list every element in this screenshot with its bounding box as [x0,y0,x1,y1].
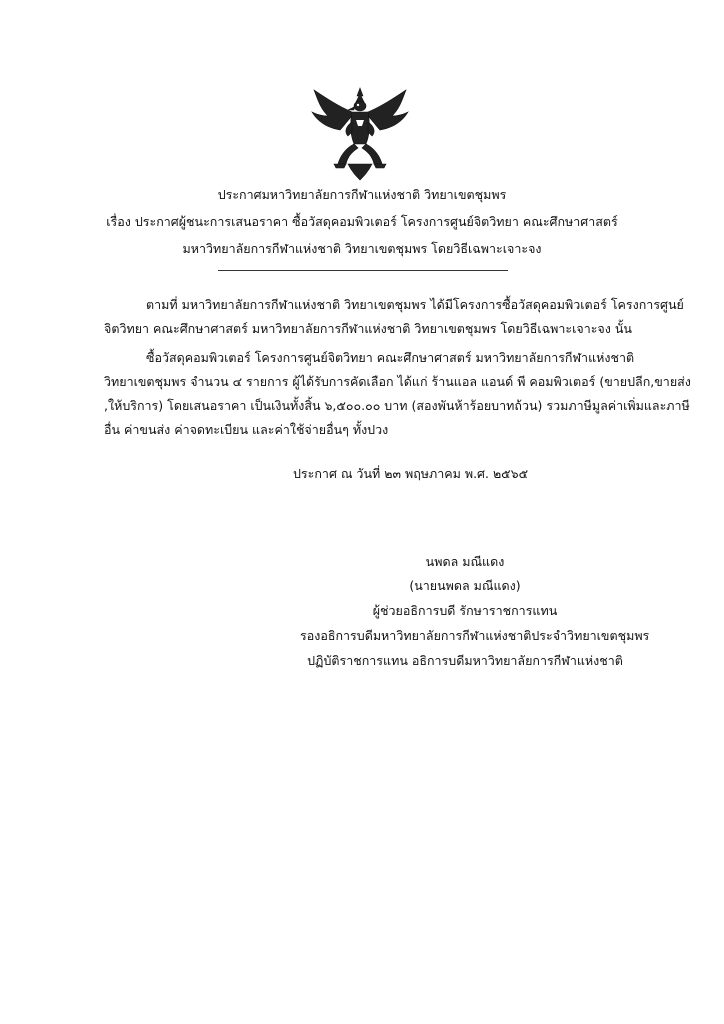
paragraph-2-line-2: วิทยาเขตชุมพร จำนวน ๔ รายการ ผู้ได้รับการคัดเลือก ได้แก่ ร้านแอล แอนด์ พี คอมพิวเตอร์ (ขายปลีก,ขายส่ง [104,374,691,389]
paragraph-2-line-4: อื่น ค่าขนส่ง ค่าจดทะเบียน และค่าใช้จ่ายอื่นๆ ทั้งปวง [104,422,389,437]
announcement-subject: เรื่อง ประกาศผู้ชนะการเสนอราคา ซื้อวัสดุคอมพิวเตอร์ โครงการศูนย์จิตวิทยา คณะศึกษาศาสตร์ [106,214,618,229]
paragraph-2-line-3: ,ให้บริการ) โดยเสนอราคา เป็นเงินทั้งสิ้น ๖,๕๐๐.๐๐ บาท (สองพันห้าร้อยบาทถ้วน) รวมภาษีมูลค่าเพิ่มและภาษี [104,398,690,413]
header-divider [218,270,508,271]
announcement-subject-continued: มหาวิทยาลัยการกีฬาแห่งชาติ วิทยาเขตชุมพร โดยวิธีเฉพาะเจาะจง [182,241,542,256]
signer-title-1: ผู้ช่วยอธิการบดี รักษาราชการแทน [372,603,558,618]
paragraph-1-line-2: จิตวิทยา คณะศึกษาศาสตร์ มหาวิทยาลัยการกีฬาแห่งชาติ วิทยาเขตชุมพร โดยวิธีเฉพาะเจาะจง นั้น [104,321,632,336]
signer-title-3: ปฏิบัติราชการแทน อธิการบดีมหาวิทยาลัยการกีฬาแห่งชาติ [307,653,623,668]
signer-title-2: รองอธิการบดีมหาวิทยาลัยการกีฬาแห่งชาติประจำวิทยาเขตชุมพร [300,628,650,643]
announcement-date: ประกาศ ณ วันที่ ๒๓ พฤษภาคม พ.ศ. ๒๕๖๕ [293,466,529,481]
paragraph-1-line-1: ตามที่ มหาวิทยาลัยการกีฬาแห่งชาติ วิทยาเขตชุมพร ได้มีโครงการซื้อวัสดุคอมพิวเตอร์ โครงการศูนย์ [146,297,684,312]
signer-full-name: (นายนพดล มณีแดง) [409,578,521,593]
signed-name: นพดล มณีแดง [425,554,505,569]
announcement-title: ประกาศมหาวิทยาลัยการกีฬาแห่งชาติ วิทยาเขตชุมพร [217,187,507,202]
paragraph-2-line-1: ซื้อวัสดุคอมพิวเตอร์ โครงการศูนย์จิตวิทยา คณะศึกษาศาสตร์ มหาวิทยาลัยการกีฬาแห่งชาติ [146,350,635,365]
garuda-emblem-icon [308,86,412,182]
